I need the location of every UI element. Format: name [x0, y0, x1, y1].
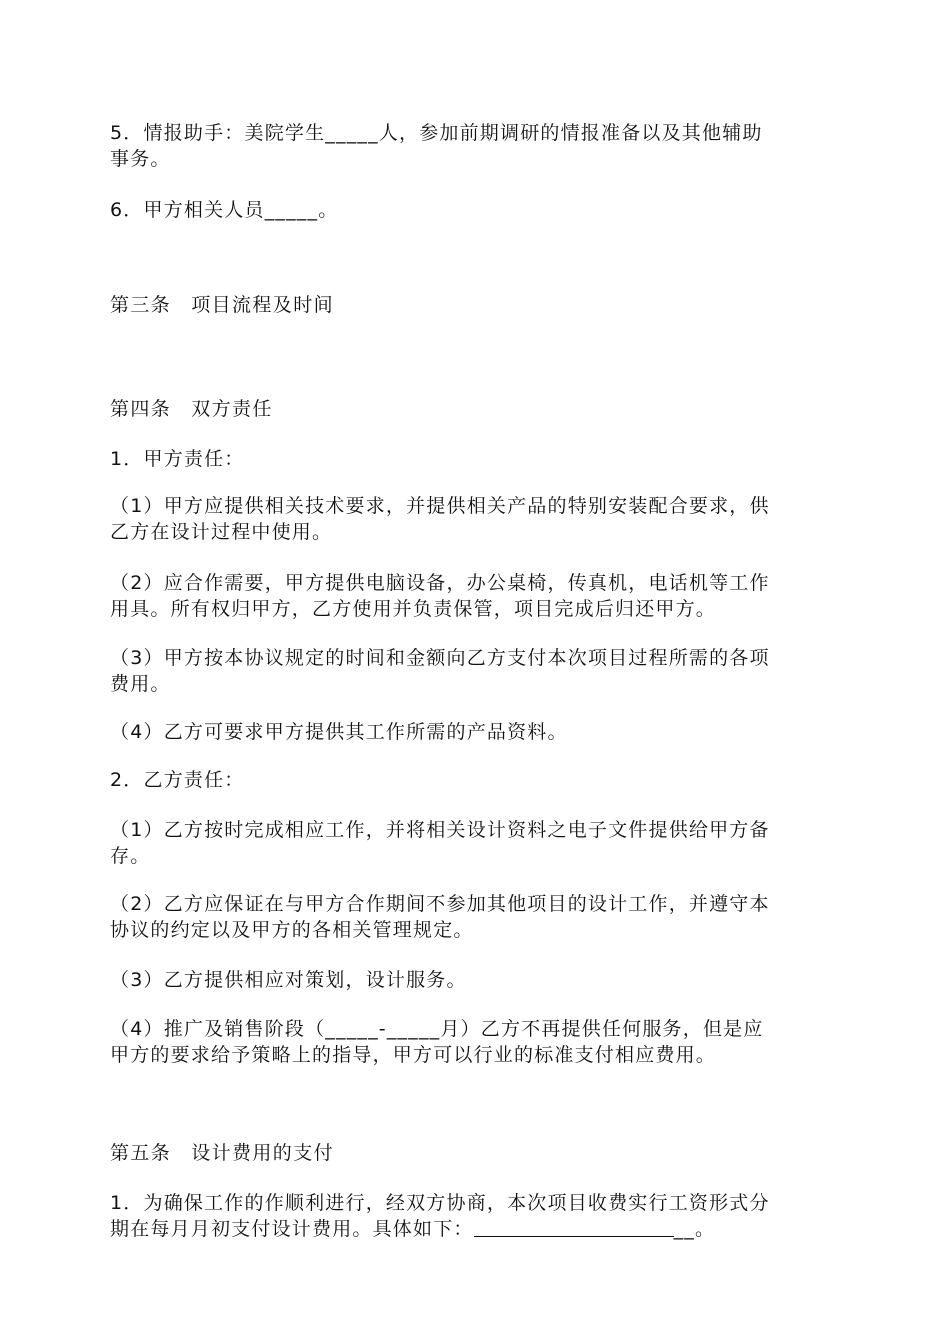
paragraph-text: 期在每月月初支付设计费用。具体如下：: [110, 1218, 474, 1240]
section-title: 项目流程及时间: [191, 294, 335, 316]
section-number: 第四条: [110, 398, 172, 420]
paragraph-line: （1）乙方按时完成相应工作，并将相关设计资料之电子文件提供给甲方备: [110, 819, 770, 841]
section-heading-5: [110, 1140, 850, 1166]
paragraph-line: 2．乙方责任：: [110, 769, 245, 791]
paragraph-line: 5．情报助手：美院学生_____人，参加前期调研的情报准备以及其他辅助: [110, 122, 763, 144]
paragraph-line: 1．甲方责任：: [110, 448, 245, 470]
paragraph-line: 存。: [110, 845, 151, 867]
paragraph-line: 甲方的要求给予策略上的指导，甲方可以行业的标准支付相应费用。: [110, 1044, 717, 1066]
paragraph-line: （3）乙方提供相应对策划，设计服务。: [110, 969, 467, 991]
paragraph-line: （4）乙方可要求甲方提供其工作所需的产品资料。: [110, 721, 568, 743]
paragraph-line: 费用。: [110, 673, 171, 695]
paragraph-line: 事务。: [110, 148, 171, 170]
paragraph-line: （4）推广及销售阶段（_____-_____月）乙方不再提供任何服务，但是应: [110, 1018, 764, 1040]
paragraph-line: 协议的约定以及甲方的各相关管理规定。: [110, 919, 474, 941]
paragraph-line: （2）应合作需要，甲方提供电脑设备，办公桌椅，传真机，电话机等工作: [110, 572, 770, 594]
paragraph-text: __。: [673, 1218, 716, 1240]
paragraph-line: （1）甲方应提供相关技术要求，并提供相关产品的特别安装配合要求，供: [110, 495, 770, 517]
paragraph-line: 1．为确保工作的作顺利进行，经双方协商，本次项目收费实行工资形式分: [110, 1192, 770, 1214]
paragraph-line: （3）甲方按本协议规定的时间和金额向乙方支付本次项目过程所需的各项: [110, 647, 770, 669]
paragraph-line: 用具。所有权归甲方，乙方使用并负责保管，项目完成后归还甲方。: [110, 598, 717, 620]
section-heading-4: [110, 396, 850, 422]
paragraph-line: [110, 1216, 850, 1242]
paragraph-line: 乙方在设计过程中使用。: [110, 521, 333, 543]
paragraph-line: （2）乙方应保证在与甲方合作期间不参加其他项目的设计工作，并遵守本: [110, 893, 770, 915]
fill-in-blank: [474, 1218, 674, 1237]
section-title: 设计费用的支付: [191, 1142, 335, 1164]
paragraph-line: 6．甲方相关人员_____。: [110, 199, 339, 221]
section-heading-3: [110, 292, 850, 318]
section-title: 双方责任: [191, 398, 273, 420]
section-number: 第五条: [110, 1142, 172, 1164]
section-number: 第三条: [110, 294, 172, 316]
